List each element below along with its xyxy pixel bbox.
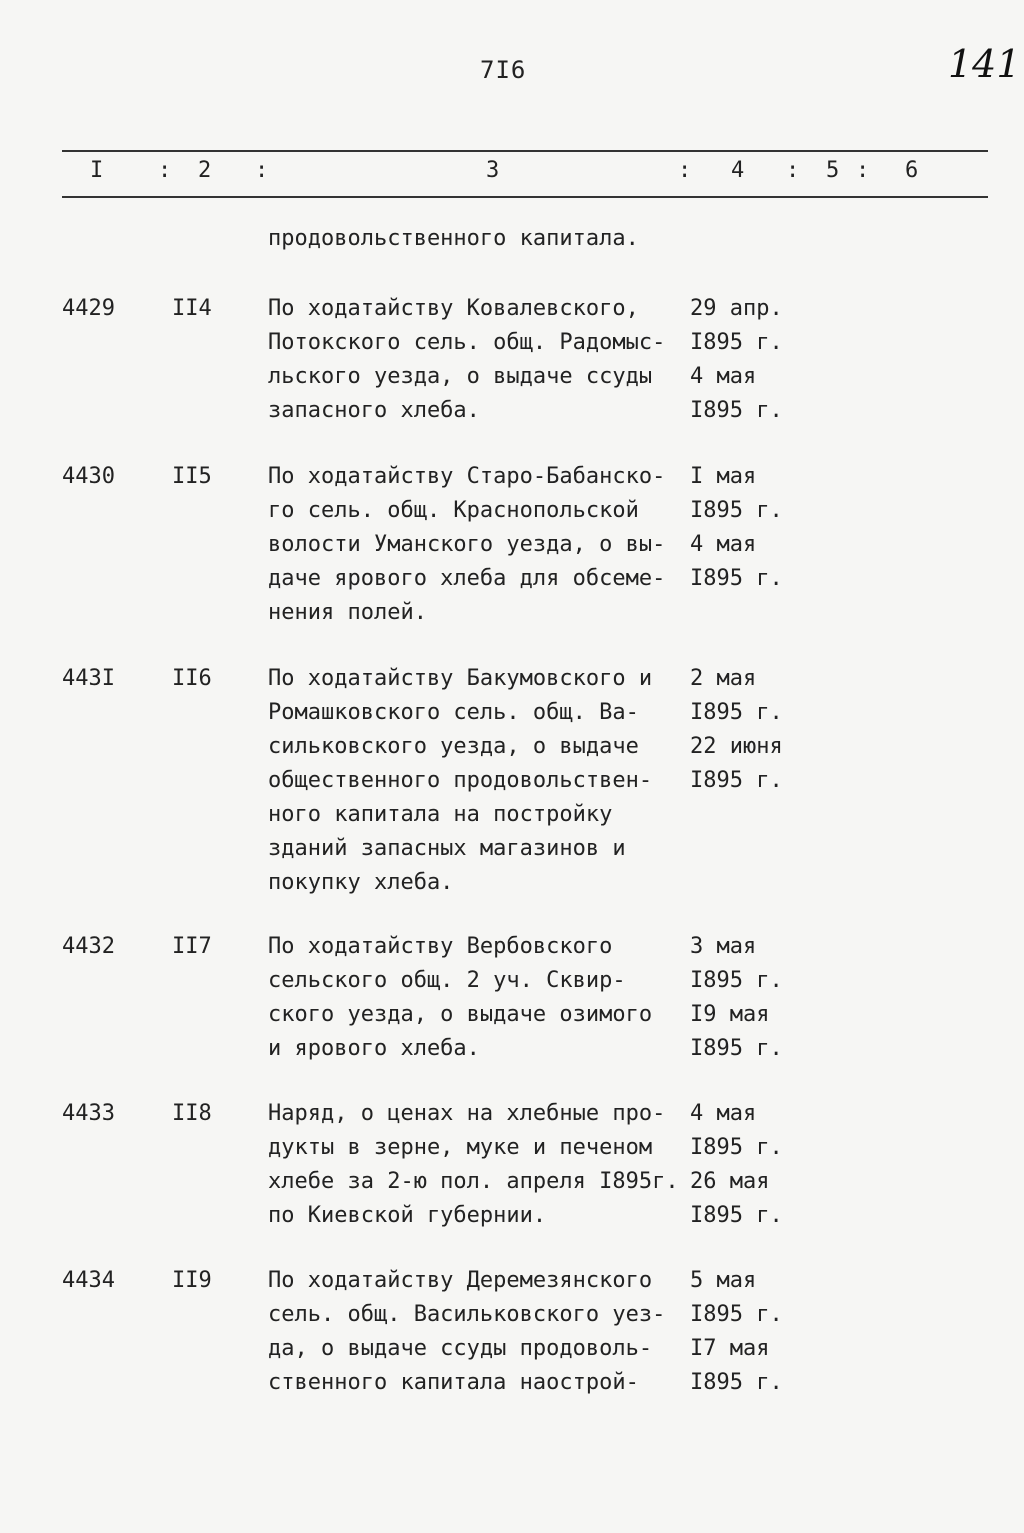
- date-line: 4 мая: [690, 532, 757, 557]
- date-line: 29 апр.: [690, 296, 783, 321]
- column-header-row: [0, 158, 1024, 188]
- text-line: зданий запасных магазинов и: [268, 836, 626, 861]
- date-line: I мая: [690, 464, 757, 489]
- column-separator: :: [158, 158, 172, 183]
- page-number: 7I6: [480, 56, 527, 84]
- column-header-3: 3: [486, 158, 500, 183]
- entry-number: 4430: [62, 464, 115, 489]
- text-line: даче ярового хлеба для обсеме-: [268, 566, 666, 591]
- text-line: сель. общ. Васильковского уез-: [268, 1302, 666, 1327]
- date-line: I895 г.: [690, 768, 783, 793]
- text-line: ственного капитала наострой-: [268, 1370, 639, 1395]
- text-line: дукты в зерне, муке и печеном: [268, 1135, 653, 1160]
- text-line: нения полей.: [268, 600, 427, 625]
- entry-text: [268, 1264, 688, 1400]
- entry-dates: [690, 292, 810, 428]
- entry-number: 4429: [62, 296, 115, 321]
- text-line: ского уезда, о выдаче озимого: [268, 1002, 653, 1027]
- date-line: I895 г.: [690, 498, 783, 523]
- date-line: 5 мая: [690, 1268, 757, 1293]
- entry-number: 4432: [62, 934, 115, 959]
- text-line: сильковского уезда, о выдаче: [268, 734, 639, 759]
- entry-dates: [690, 1097, 810, 1233]
- entry-sub-number: II9: [172, 1268, 212, 1293]
- entry-number: 443I: [62, 666, 115, 691]
- continuation-text: продовольственного капитала.: [268, 226, 639, 251]
- date-line: 22 июня: [690, 734, 783, 759]
- text-line: По ходатайству Ковалевского,: [268, 296, 639, 321]
- folio-number: 141: [948, 42, 1021, 86]
- entry-dates: [690, 930, 810, 1066]
- entry-text: [268, 662, 688, 900]
- date-line: I895 г.: [690, 566, 783, 591]
- column-separator: :: [786, 158, 800, 183]
- entry-dates: [690, 460, 810, 596]
- date-line: I7 мая: [690, 1336, 770, 1361]
- column-separator: :: [678, 158, 692, 183]
- date-line: I895 г.: [690, 1370, 783, 1395]
- entry-sub-number: II7: [172, 934, 212, 959]
- date-line: I895 г.: [690, 1036, 783, 1061]
- text-line: хлебе за 2-ю пол. апреля I895г.: [268, 1169, 679, 1194]
- header-top-rule: [62, 150, 988, 152]
- text-line: сельского общ. 2 уч. Сквир-: [268, 968, 626, 993]
- column-header-4: 4: [731, 158, 745, 183]
- text-line: льского уезда, о выдаче ссуды: [268, 364, 653, 389]
- entry-sub-number: II5: [172, 464, 212, 489]
- date-line: 3 мая: [690, 934, 757, 959]
- text-line: покупку хлеба.: [268, 870, 454, 895]
- date-line: I895 г.: [690, 1203, 783, 1228]
- entry-dates: [690, 1264, 810, 1400]
- column-header-5: 5: [826, 158, 840, 183]
- text-line: По ходатайству Бакумовского и: [268, 666, 653, 691]
- text-line: и ярового хлеба.: [268, 1036, 480, 1061]
- text-line: ного капитала на постройку: [268, 802, 613, 827]
- entry-number: 4433: [62, 1101, 115, 1126]
- header-bottom-rule: [62, 196, 988, 198]
- entry-sub-number: II4: [172, 296, 212, 321]
- text-line: запасного хлеба.: [268, 398, 480, 423]
- column-header-2: 2: [198, 158, 212, 183]
- column-header-6: 6: [905, 158, 919, 183]
- text-line: общественного продовольствен-: [268, 768, 653, 793]
- date-line: I895 г.: [690, 1302, 783, 1327]
- date-line: I9 мая: [690, 1002, 770, 1027]
- entry-text: [268, 292, 688, 428]
- date-line: 4 мая: [690, 364, 757, 389]
- column-separator: :: [255, 158, 269, 183]
- entry-dates: [690, 662, 810, 798]
- entry-text: [268, 460, 688, 630]
- text-line: го сель. общ. Краснопольской: [268, 498, 639, 523]
- text-line: По ходатайству Старо-Бабанско-: [268, 464, 666, 489]
- entry-sub-number: II8: [172, 1101, 212, 1126]
- column-header-1: I: [90, 158, 104, 183]
- text-line: Потокского сель. общ. Радомыс-: [268, 330, 666, 355]
- text-line: По ходатайству Деремезянского: [268, 1268, 653, 1293]
- text-line: Наряд, о ценах на хлебные про-: [268, 1101, 666, 1126]
- date-line: I895 г.: [690, 1135, 783, 1160]
- entry-sub-number: II6: [172, 666, 212, 691]
- date-line: I895 г.: [690, 330, 783, 355]
- text-line: По ходатайству Вербовского: [268, 934, 613, 959]
- entry-text: [268, 930, 688, 1066]
- date-line: 2 мая: [690, 666, 757, 691]
- text-line: да, о выдаче ссуды продоволь-: [268, 1336, 653, 1361]
- date-line: I895 г.: [690, 398, 783, 423]
- date-line: I895 г.: [690, 700, 783, 725]
- entry-text: [268, 1097, 688, 1233]
- date-line: I895 г.: [690, 968, 783, 993]
- entry-number: 4434: [62, 1268, 115, 1293]
- date-line: 4 мая: [690, 1101, 757, 1126]
- text-line: по Киевской губернии.: [268, 1203, 547, 1228]
- column-separator: :: [856, 158, 870, 183]
- date-line: 26 мая: [690, 1169, 770, 1194]
- text-line: волости Уманского уезда, о вы-: [268, 532, 666, 557]
- text-line: Ромашковского сель. общ. Ва-: [268, 700, 639, 725]
